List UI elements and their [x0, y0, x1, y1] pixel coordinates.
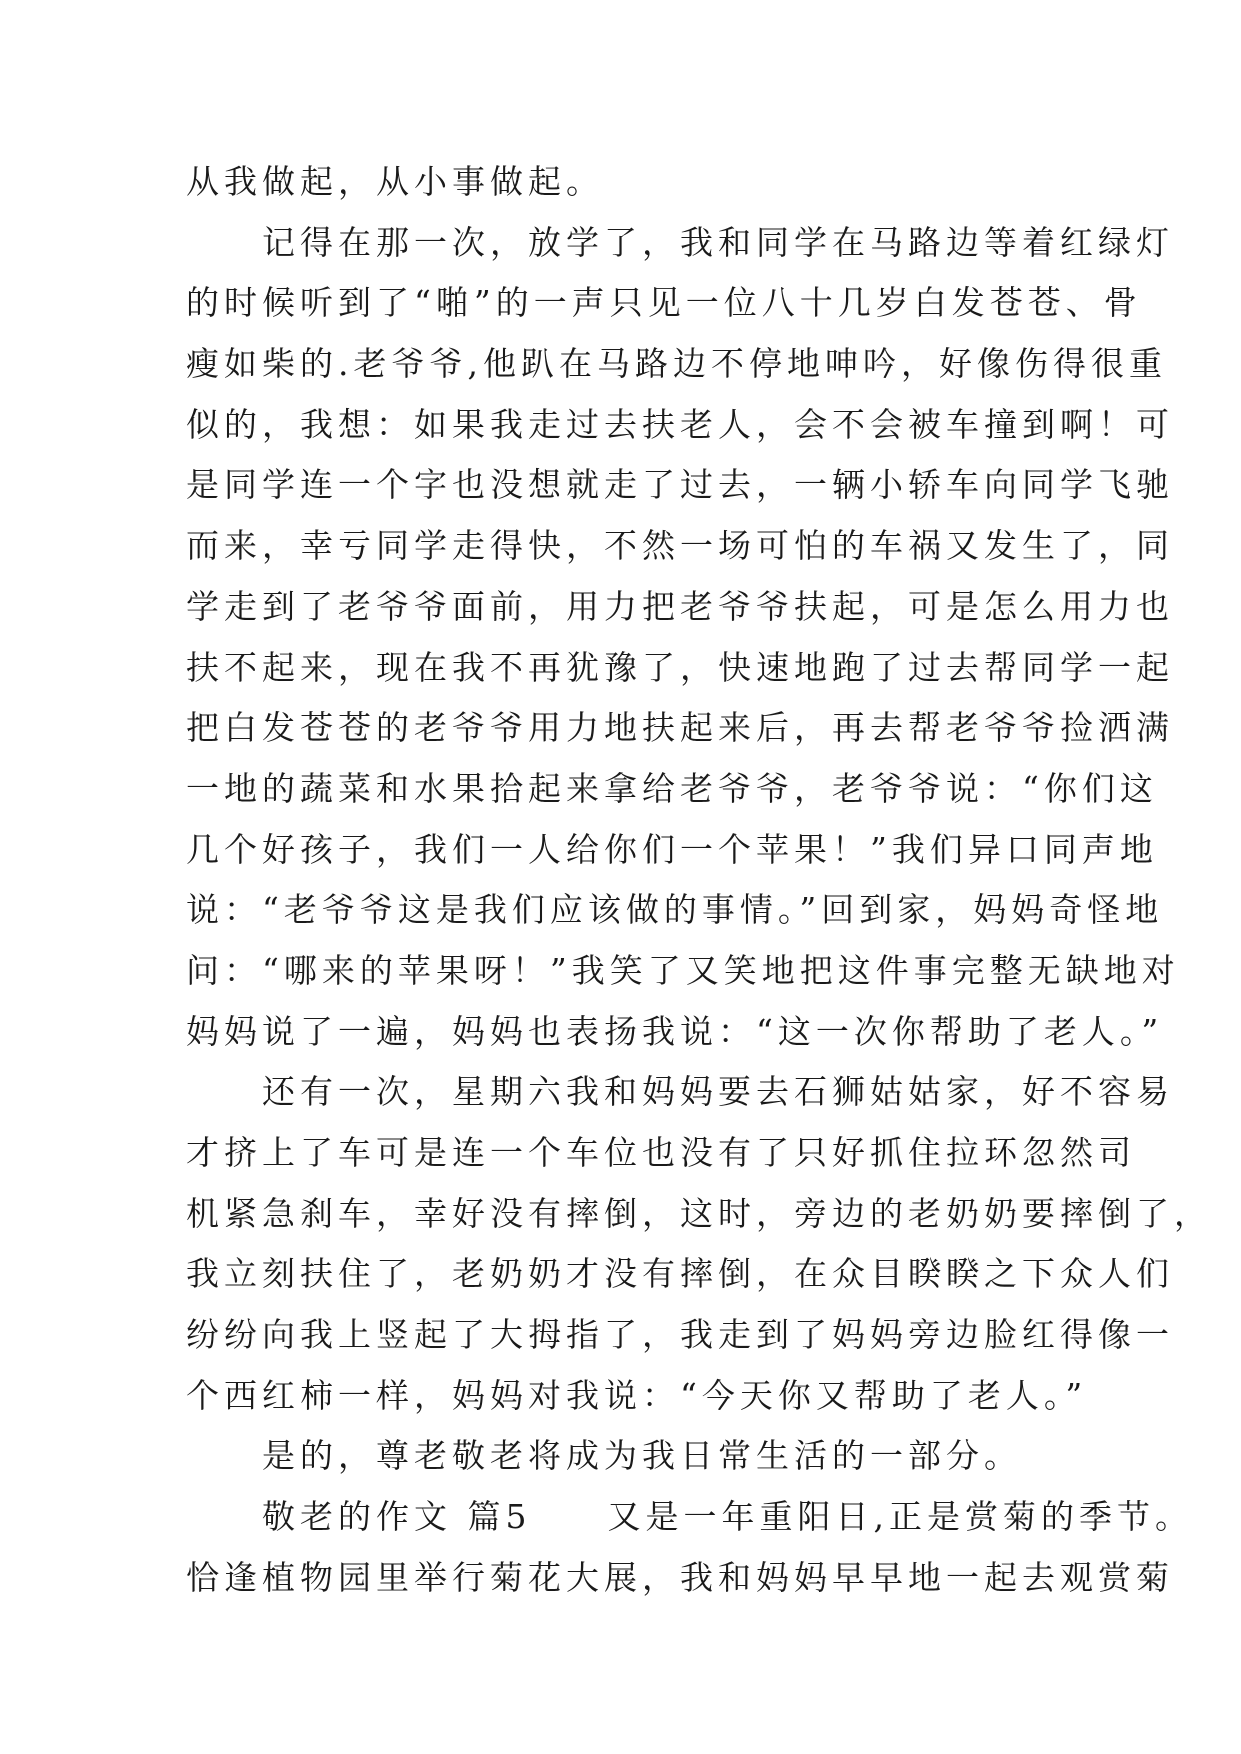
- text-line: 问：“哪来的苹果呀！”我笑了又笑地把这件事完整无缺地对: [186, 950, 1180, 990]
- text-line: 我立刻扶住了，老奶奶才没有摔倒，在众目睽睽之下众人们: [186, 1254, 1174, 1294]
- text-line: 纷纷向我上竖起了大拇指了，我走到了妈妈旁边脸红得像一: [186, 1315, 1174, 1355]
- text-line: 敬老的作文 篇5 又是一年重阳日,正是赏菊的季节。: [186, 1497, 1193, 1537]
- essay-text: [186, 152, 1212, 1609]
- text-line: 而来，幸亏同学走得快，不然一场可怕的车祸又发生了，同: [186, 526, 1174, 566]
- text-line: 几个好孩子，我们一人给你们一个苹果！”我们异口同声地: [186, 829, 1158, 869]
- text-line: 瘦如柴的.老爷爷,他趴在马路边不停地呻吟，好像伤得很重: [186, 344, 1167, 384]
- text-line: 机紧急刹车，幸好没有摔倒，这时，旁边的老奶奶要摔倒了，: [186, 1193, 1212, 1233]
- text-line: 似的，我想：如果我走过去扶老人，会不会被车撞到啊！可: [186, 404, 1174, 444]
- text-line: 学走到了老爷爷面前，用力把老爷爷扶起，可是怎么用力也: [186, 586, 1174, 626]
- text-line: 记得在那一次，放学了，我和同学在马路边等着红绿灯: [186, 222, 1174, 262]
- text-line: 才挤上了车可是连一个车位也没有了只好抓住拉环忽然司: [186, 1133, 1136, 1172]
- text-line: 说：“老爷爷这是我们应该做的事情。”回到家，妈妈奇怪地: [186, 890, 1164, 930]
- text-line: 扶不起来，现在我不再犹豫了，快速地跑了过去帮同学一起: [186, 647, 1174, 687]
- text-line: 还有一次，星期六我和妈妈要去石狮姑姑家，好不容易: [186, 1072, 1174, 1112]
- text-line: 是的，尊老敬老将成为我日常生活的一部分。: [186, 1436, 1022, 1476]
- text-line: 妈妈说了一遍，妈妈也表扬我说：“这一次你帮助了老人。”: [186, 1011, 1164, 1051]
- text-line: 把白发苍苍的老爷爷用力地扶起来后，再去帮老爷爷捡洒满: [186, 708, 1174, 748]
- text-line: 从我做起，从小事做起。: [186, 162, 604, 201]
- text-line: 恰逢植物园里举行菊花大展，我和妈妈早早地一起去观赏菊: [186, 1557, 1174, 1597]
- text-line: 一地的蔬菜和水果拾起来拿给老爷爷，老爷爷说：“你们这: [186, 768, 1158, 808]
- text-line: 的时候听到了“啪”的一声只见一位八十几岁白发苍苍、骨: [186, 283, 1142, 323]
- text-line: 是同学连一个字也没想就走了过去，一辆小轿车向同学飞驰: [186, 465, 1174, 505]
- text-line: 个西红柿一样，妈妈对我说：“今天你又帮助了老人。”: [186, 1375, 1088, 1415]
